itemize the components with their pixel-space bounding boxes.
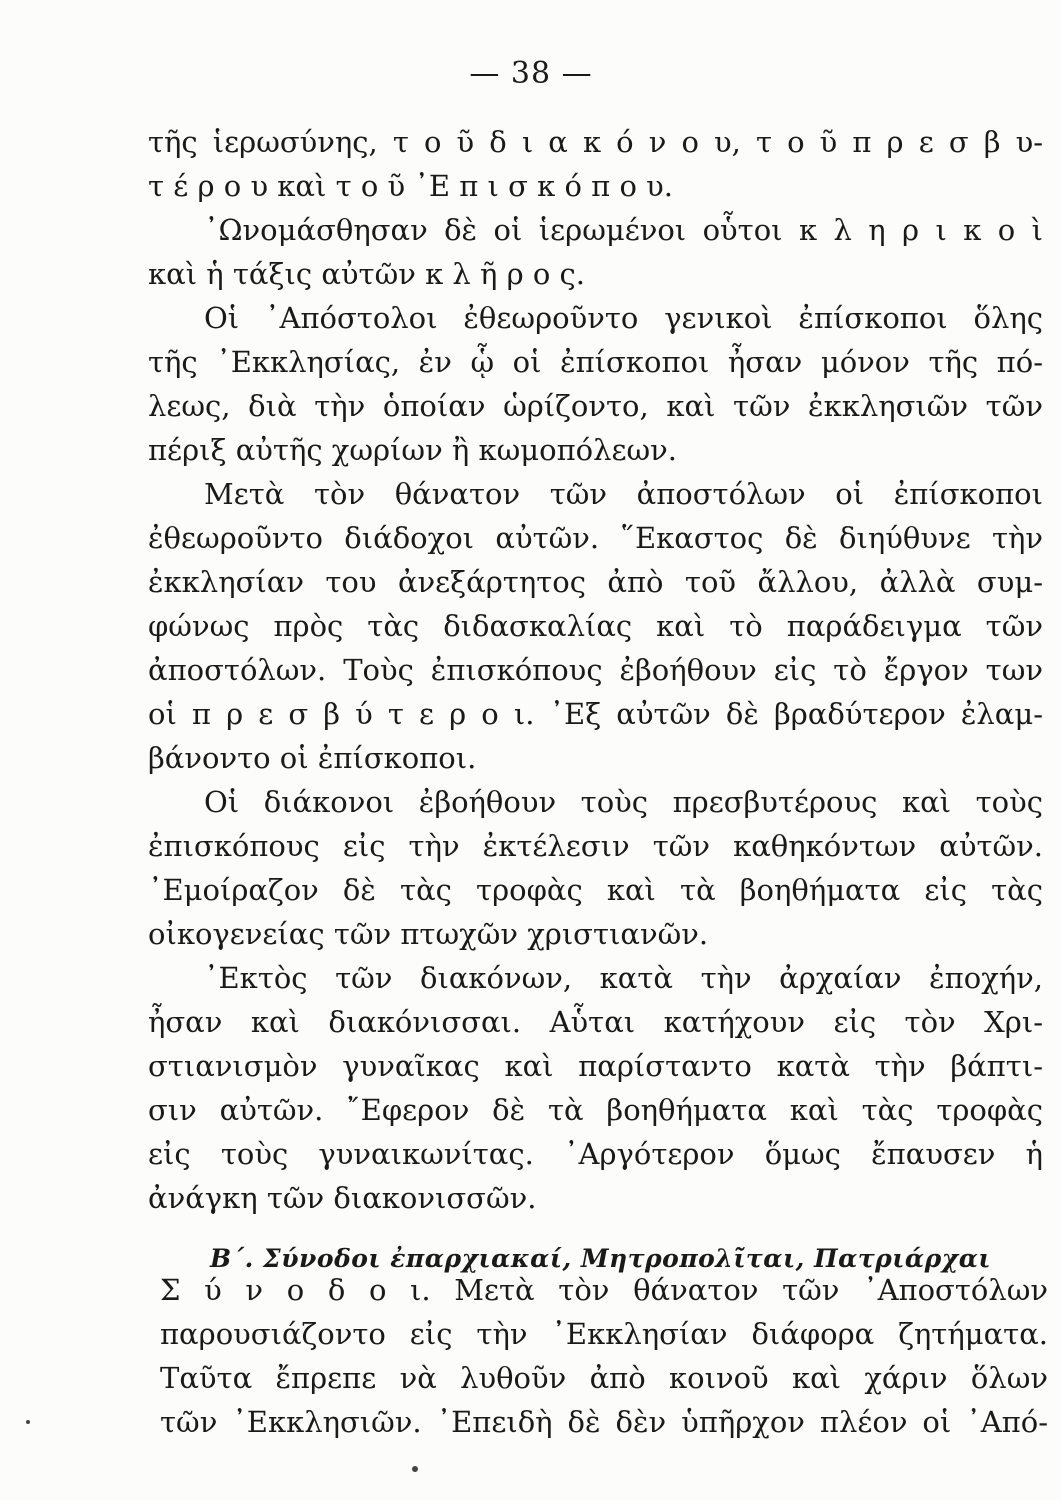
text-line: στιανισμὸν γυναῖκας καὶ παρίσταντο κατὰ τὴν βάπτι- [148,1049,1043,1083]
text-line: παρουσιάζοντο εἰς τὴν ᾿Εκκλησίαν διάφορα ζητήματα. [160,1317,1048,1351]
section-body-text [160,1268,1048,1444]
text-line: Ταῦτα ἔπρεπε νὰ λυθοῦν ἀπὸ κοινοῦ καὶ χάριν ὅλων [160,1361,1048,1395]
text-line: βάνοντο οἱ ἐπίσκοποι. [148,741,477,775]
text-line: τ έ ρ ο υ καὶ τ ο ῦ ᾿Ε π ι σ κ ό π ο υ. [148,169,673,203]
page-number: — 38 — [469,56,593,91]
text-line: λεως, διὰ τὴν ὁποίαν ὡρίζοντο, καὶ τῶν ἐκκλησιῶν τῶν [148,389,1043,423]
ink-speck [412,1466,418,1472]
text-line: φώνως πρὸς τὰς διδασκαλίας καὶ τὸ παράδειγμα τῶν [148,609,1043,643]
text-line: σιν αὐτῶν. ῎Εφερον δὲ τὰ βοηθήματα καὶ τὰς τροφὰς [148,1093,1043,1127]
text-line: πέριξ αὐτῆς χωρίων ἢ κωμοπόλεων. [148,433,678,467]
text-line: τῶν ᾿Εκκλησιῶν. ᾿Επειδὴ δὲ δὲν ὑπῆρχον πλέον οἱ ᾿Από- [160,1405,1048,1439]
text-line: ἦσαν καὶ διακόνισσαι. Αὗται κατήχουν εἰς τὸν Χρι- [148,1005,1043,1039]
text-line: ᾿Εμοίραζον δὲ τὰς τροφὰς καὶ τὰ βοηθήματα εἰς τὰς [148,873,1043,907]
text-line: Σ ύ ν ο δ ο ι. Μετὰ τὸν θάνατον τῶν ᾿Αποστόλων [160,1273,1048,1307]
text-line: τῆς ᾿Εκκλησίας, ἐν ᾧ οἱ ἐπίσκοποι ἦσαν μόνον τῆς πό- [148,345,1043,379]
text-line: Οἱ ᾿Απόστολοι ἐθεωροῦντο γενικοὶ ἐπίσκοποι ὅλης [204,301,1043,335]
text-line: ἀποστόλων. Τοὺς ἐπισκόπους ἐβοήθουν εἰς τὸ ἔργον των [148,653,1043,687]
text-line: ἀνάγκη τῶν διακονισσῶν. [148,1181,537,1215]
text-line: ἐκκλησίαν του ἀνεξάρτητος ἀπὸ τοῦ ἄλλου, ἀλλὰ συμ- [148,565,1043,599]
ink-speck [26,1420,30,1424]
text-line: οἰκογενείας τῶν πτωχῶν χριστιανῶν. [148,917,709,951]
text-line: ἐπισκόπους εἰς τὴν ἐκτέλεσιν τῶν καθηκόντων αὐτῶν. [148,829,1043,863]
text-line: εἰς τοὺς γυναικωνίτας. ᾿Αργότερον ὅμως ἔπαυσεν ἡ [148,1137,1043,1171]
text-line: ᾿Εκτὸς τῶν διακόνων, κατὰ τὴν ἀρχαίαν ἐποχήν, [204,961,1043,995]
text-line: οἱ π ρ ε σ β ύ τ ε ρ ο ι. ᾿Εξ αὐτῶν δὲ βραδύτερον ἐλαμ- [148,697,1043,731]
body-text [148,120,1043,1294]
text-line: ᾿Ωνομάσθησαν δὲ οἱ ἱερωμένοι οὗτοι κ λ η ρ ι κ ο ὶ [204,213,1043,247]
text-line: τῆς ἱερωσύνης, τ ο ῦ δ ι α κ ό ν ο υ, τ ο ῦ π ρ ε σ β υ- [148,125,1043,159]
text-line: καὶ ἡ τάξις αὐτῶν κ λ ῆ ρ ο ς. [148,257,586,291]
text-line: Οἱ διάκονοι ἐβοήθουν τοὺς πρεσβυτέρους καὶ τοὺς [204,785,1043,819]
text-line: ἐθεωροῦντο διάδοχοι αὐτῶν. ῞Εκαστος δὲ διηύθυνε τὴν [148,521,1043,555]
text-line: Μετὰ τὸν θάνατον τῶν ἀποστόλων οἱ ἐπίσκοποι [204,477,1043,511]
section-heading: Β΄. Σύνοδοι ἐπαρχιακαί, Μητροπολῖται, Πατριάρχαι [210,1244,992,1273]
